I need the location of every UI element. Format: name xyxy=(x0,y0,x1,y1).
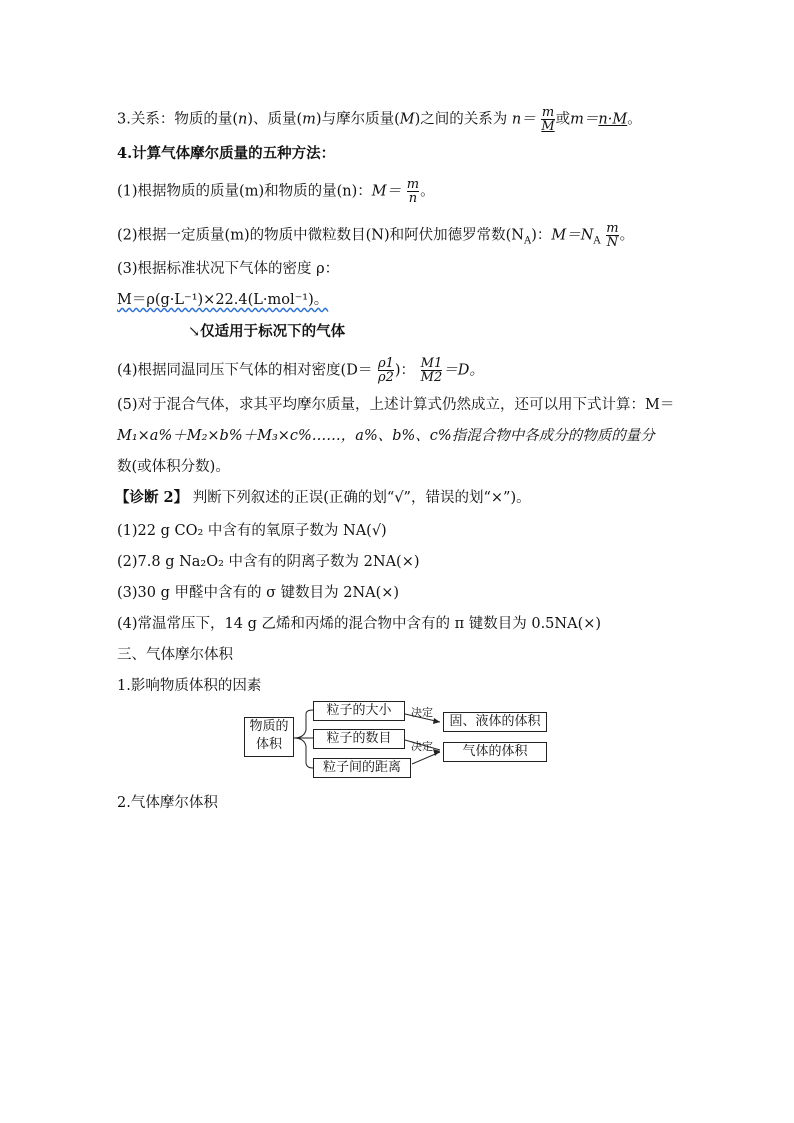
list-item: (1)22 g CO₂ 中含有的氧原子数为 NA(√) xyxy=(117,523,387,539)
fraction-rho: $\frac{\rho 1}{\rho 2}$ xyxy=(377,356,394,385)
decide-label-1: 决定 xyxy=(411,706,433,719)
method-5-line2: M₁×a%＋M₂×b%＋M₃×c%……，a%、b%、c%指混合物中各成分的物质的量分 xyxy=(117,428,655,444)
method-4: (4)根据同温同压下气体的相对密度(D＝ $\frac{\rho 1}{\rho 2}$ )： $\frac{M1}{M2}$ ＝D。 xyxy=(117,356,484,385)
method-3-formula: M＝ρ(g·L⁻¹)×22.4(L·mol⁻¹)。 xyxy=(117,292,329,308)
result-gas: 气体的体积 xyxy=(443,742,547,762)
relation-line: 3.关系：物质的量(n)、质量(m)与摩尔质量(M)之间的关系为 n＝ $\frac{m}{M}$ 或m＝n·M。 xyxy=(117,105,642,134)
factor-size: 粒子的大小 xyxy=(313,701,405,721)
factor-distance: 粒子间的距离 xyxy=(313,758,411,778)
list-item: (2)7.8 g Na₂O₂ 中含有的阴离子数为 2NA(×) xyxy=(117,554,420,570)
fraction-M: $\frac{M1}{M2}$ xyxy=(420,356,443,385)
diagnosis-2: 【诊断 2】 判断下列叙述的正误(正确的划“√”，错误的划“×”)。 xyxy=(115,489,531,506)
method-3-note: ↘仅适用于标况下的气体 xyxy=(188,323,346,340)
section-title: 三、气体摩尔体积 xyxy=(117,647,233,663)
method-5-line3: 数(或体积分数)。 xyxy=(117,459,230,475)
subsection-title: 2.气体摩尔体积 xyxy=(117,795,218,811)
method-3: (3)根据标准状况下气体的密度 ρ： xyxy=(117,261,340,277)
methods-title: 4.计算气体摩尔质量的五种方法： xyxy=(117,145,336,162)
subsection-title: 1.影响物质体积的因素 xyxy=(117,678,262,694)
method-1: (1)根据物质的质量(m)和物质的量(n)：M＝ $\frac{m}{n}$ 。 xyxy=(117,177,435,206)
factor-count: 粒子的数目 xyxy=(313,729,405,749)
arrow-icon: ↘ xyxy=(188,324,201,340)
list-item: (3)30 g 甲醛中含有的 σ 键数目为 2NA(×) xyxy=(117,585,400,601)
method-2: (2)根据一定质量(m)的物质中微粒数目(N)和阿伏加德罗常数$(N_A)$：$M=N_A$ $\frac{m}{N}$ 。 xyxy=(117,221,635,250)
root-box: 物质的体积 xyxy=(244,717,294,757)
fraction-m-over-n: $\frac{m}{n}$ xyxy=(406,177,420,206)
result-solid-liquid: 固、液体的体积 xyxy=(443,712,547,732)
volume-factors-diagram xyxy=(240,700,560,780)
list-item: (4)常温常压下，14 g 乙烯和丙烯的混合物中含有的 π 键数目为 0.5NA(×) xyxy=(117,616,602,632)
fraction-m-over-N: $\frac{m}{N}$ xyxy=(606,221,619,250)
decide-label-2: 决定 xyxy=(411,740,433,753)
method-5-line1: (5)对于混合气体，求其平均摩尔质量，上述计算式仍然成立，还可以用下式计算：M＝ xyxy=(117,397,675,413)
fraction-m-over-M: $\frac{m}{M}$ xyxy=(541,105,555,134)
